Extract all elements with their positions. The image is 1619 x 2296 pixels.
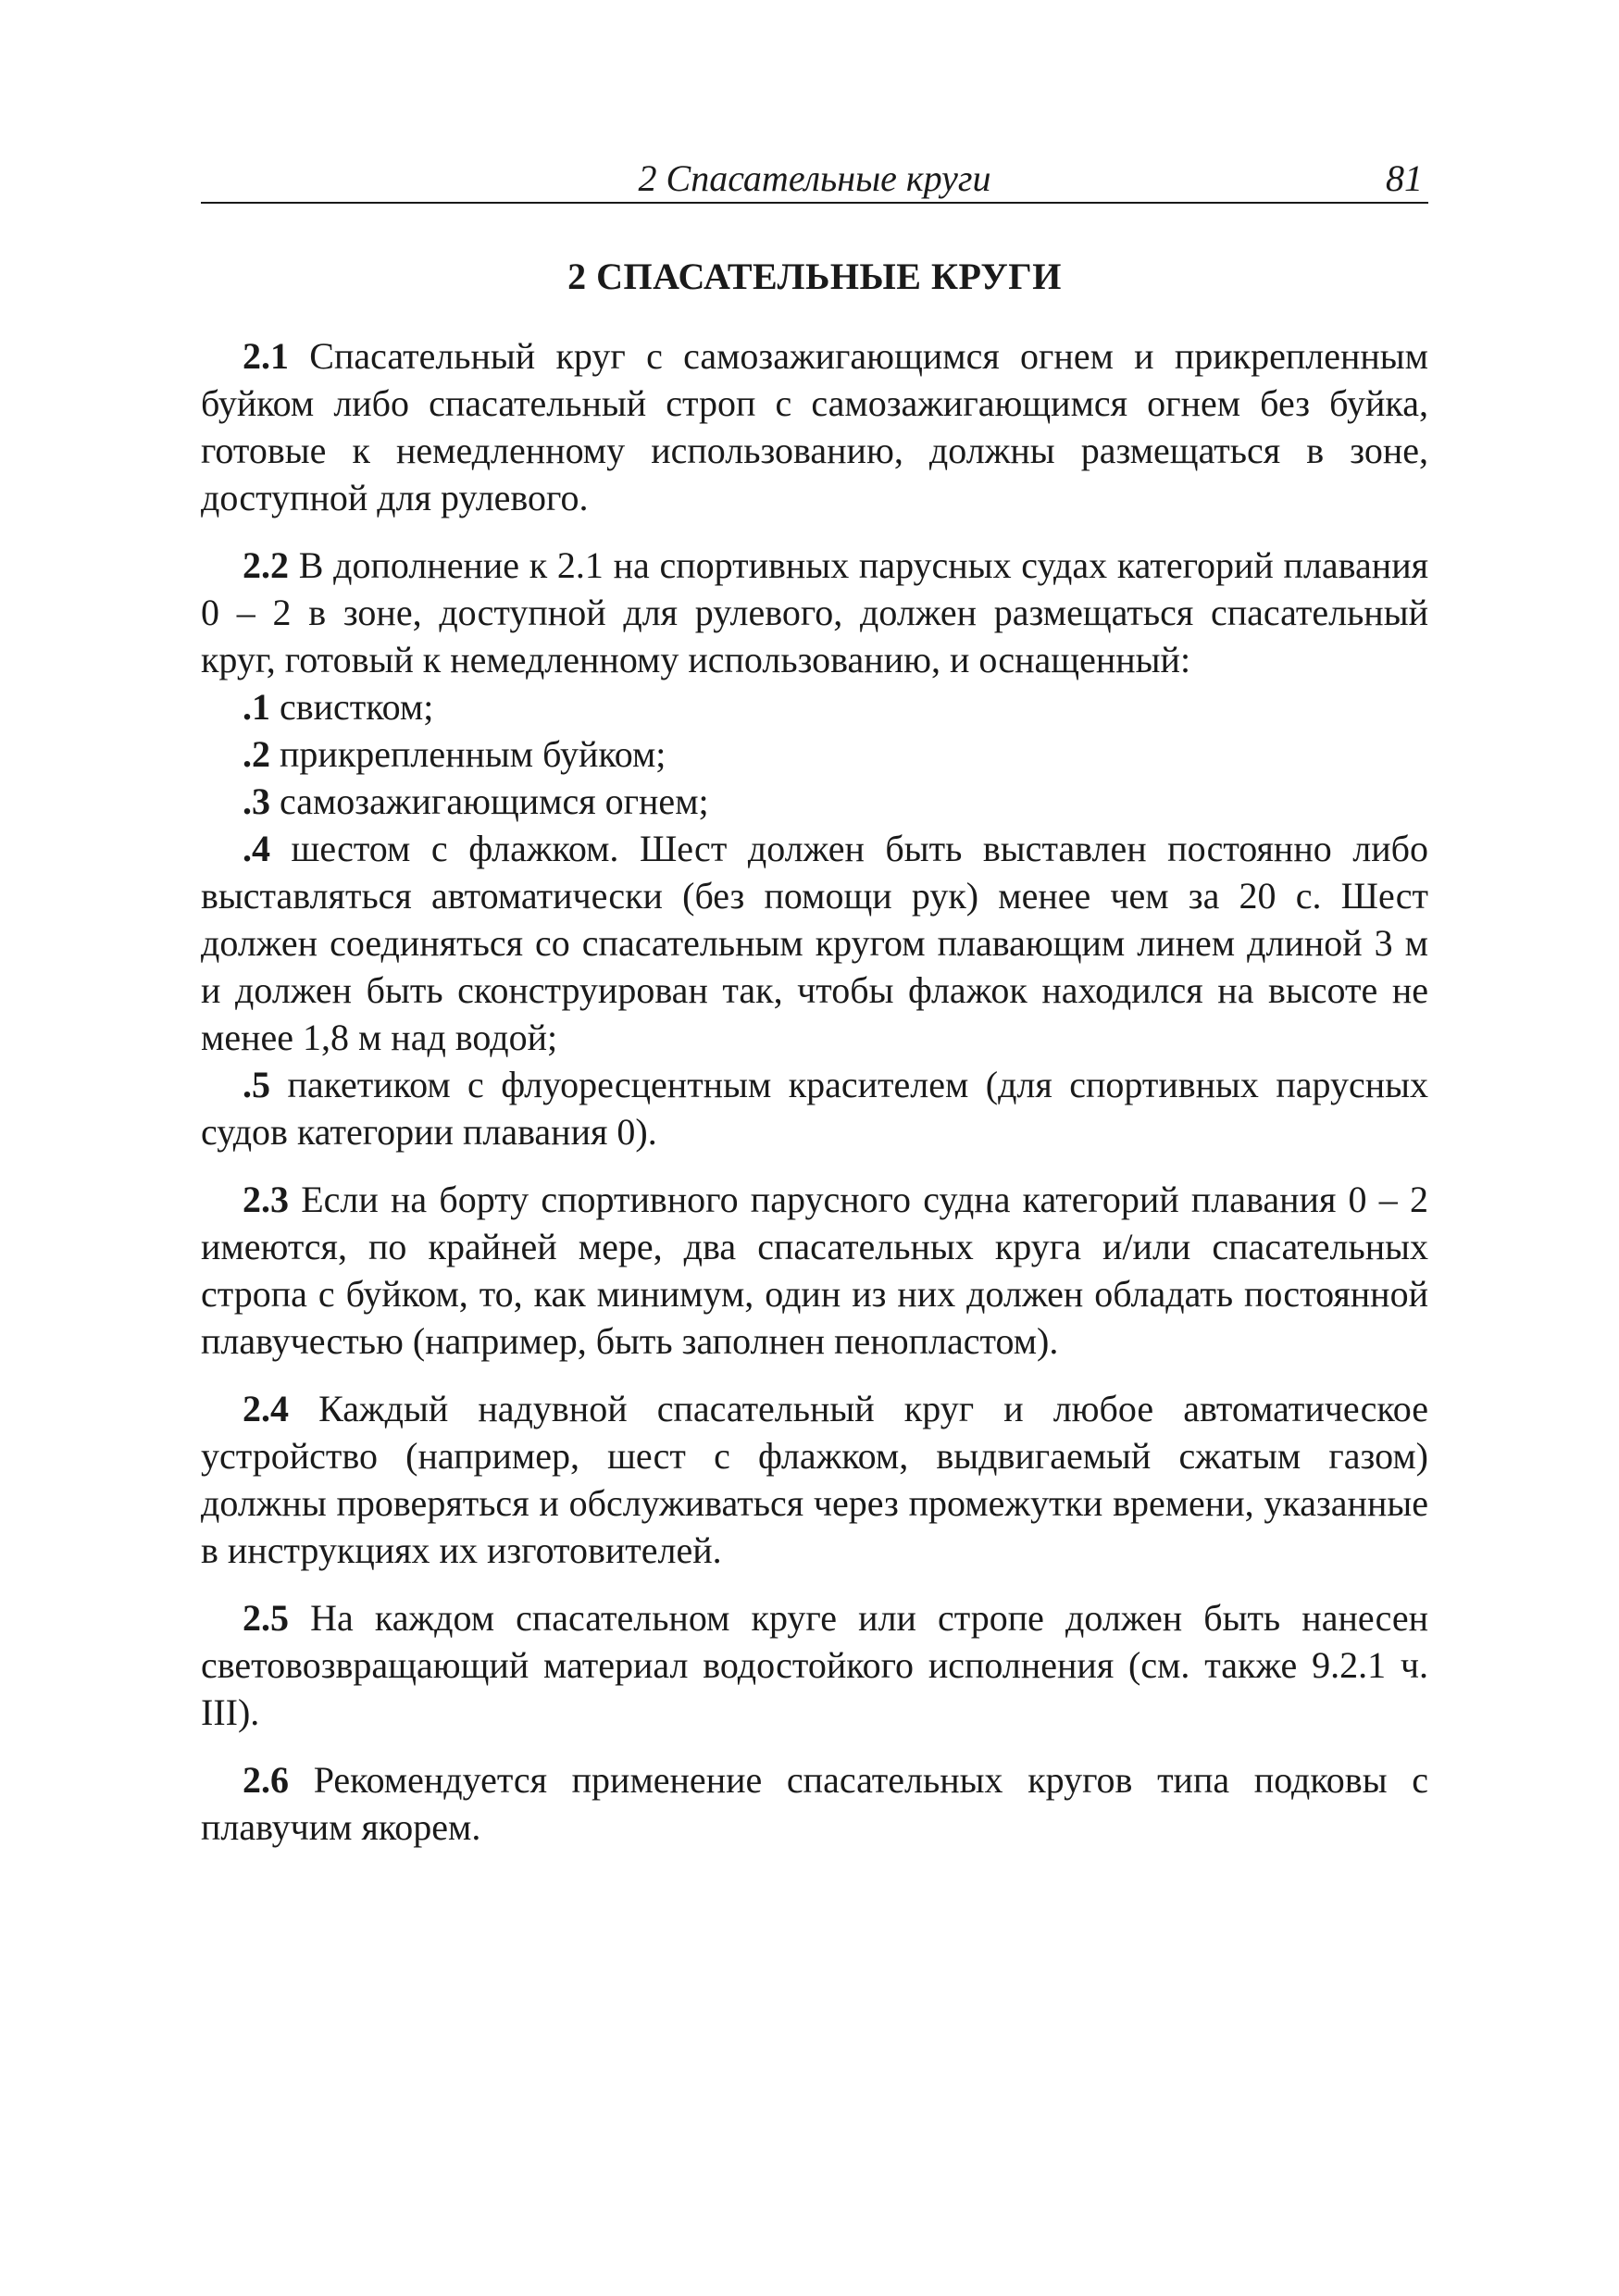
list-item-5	[201, 1061, 1428, 1155]
list-item-number: .5	[243, 1064, 270, 1105]
paragraph-2-5	[201, 1594, 1428, 1736]
list-item-text: пакетиком с флуоресцентным красителем (для спортивных парусных судов категории плавания 0).	[201, 1064, 1428, 1153]
paragraph-number: 2.2	[243, 544, 289, 586]
list-item-number: .3	[243, 780, 270, 822]
paragraph-2-2	[201, 542, 1428, 683]
list-item-number: .4	[243, 828, 270, 869]
paragraph-2-4	[201, 1385, 1428, 1574]
list-item-text: шестом с флажком. Шест должен быть выставлен постоянно либо выставляться автоматически (без помощи рук) менее чем за 20 с. Шест должен соединяться со спасательным кругом плавающим линем длиной 3 м и должен быть сконструирован так, чтобы флажок находился на высоте не менее 1,8 м над водой;	[201, 828, 1429, 1058]
list-item-text: самозажигающимся огнем;	[280, 780, 709, 822]
paragraph-number: 2.1	[243, 335, 289, 377]
running-header	[201, 156, 1428, 204]
paragraph-text: Рекомендуется применение спасательных кругов типа подковы с плавучим якорем.	[201, 1759, 1429, 1848]
paragraph-number: 2.6	[243, 1759, 289, 1801]
section-body	[201, 332, 1428, 1851]
list-item-number: .2	[243, 733, 270, 775]
list-item-text: прикрепленным буйком;	[280, 733, 666, 775]
paragraph-text: На каждом спасательном круге или стропе должен быть нанесен световозвращающий материал водостойкого исполнения (см. также 9.2.1 ч. III).	[201, 1597, 1429, 1733]
running-title: 2 Спасательные круги	[638, 157, 991, 199]
paragraph-2-3	[201, 1176, 1428, 1365]
document-page	[201, 156, 1428, 1871]
list-item-1	[201, 683, 1428, 730]
list-item-number: .1	[243, 686, 270, 728]
paragraph-number: 2.3	[243, 1179, 289, 1220]
page-number: 81	[1386, 157, 1423, 199]
paragraph-2-6	[201, 1756, 1428, 1851]
list-item-2	[201, 730, 1428, 778]
list-item-3	[201, 778, 1428, 825]
paragraph-text: Если на борту спортивного парусного судна категорий плавания 0 – 2 имеются, по крайней мере, два спасательных круга и/или спасательных стропа с буйком, то, как минимум, один из них должен обладать постоянной плавучестью (например, быть заполнен пенопластом).	[201, 1179, 1428, 1362]
paragraph-text: Каждый надувной спасательный круг и любое автоматическое устройство (например, шест с флажком, выдвигаемый сжатым газом) должны проверяться и обслуживаться через промежутки времени, указанные в инструкциях их изготовителей.	[201, 1388, 1429, 1571]
paragraph-number: 2.5	[243, 1597, 289, 1639]
section-title: 2 СПАСАТЕЛЬНЫЕ КРУГИ	[567, 256, 1062, 297]
paragraph-number: 2.4	[243, 1388, 289, 1429]
paragraph-text: В дополнение к 2.1 на спортивных парусных судах категорий плавания 0 – 2 в зоне, доступной для рулевого, должен размещаться спасательный круг, готовый к немедленному использованию, и оснащенный:	[201, 544, 1428, 680]
paragraph-text: Спасательный круг с самозажигающимся огнем и прикрепленным буйком либо спасательный строп с самозажигающимся огнем без буйка, готовые к немедленному использованию, должны размещаться в зоне, доступной для рулевого.	[201, 335, 1428, 518]
list-item-4	[201, 825, 1428, 1061]
paragraph-2-1	[201, 332, 1428, 521]
list-item-text: свистком;	[280, 686, 434, 728]
